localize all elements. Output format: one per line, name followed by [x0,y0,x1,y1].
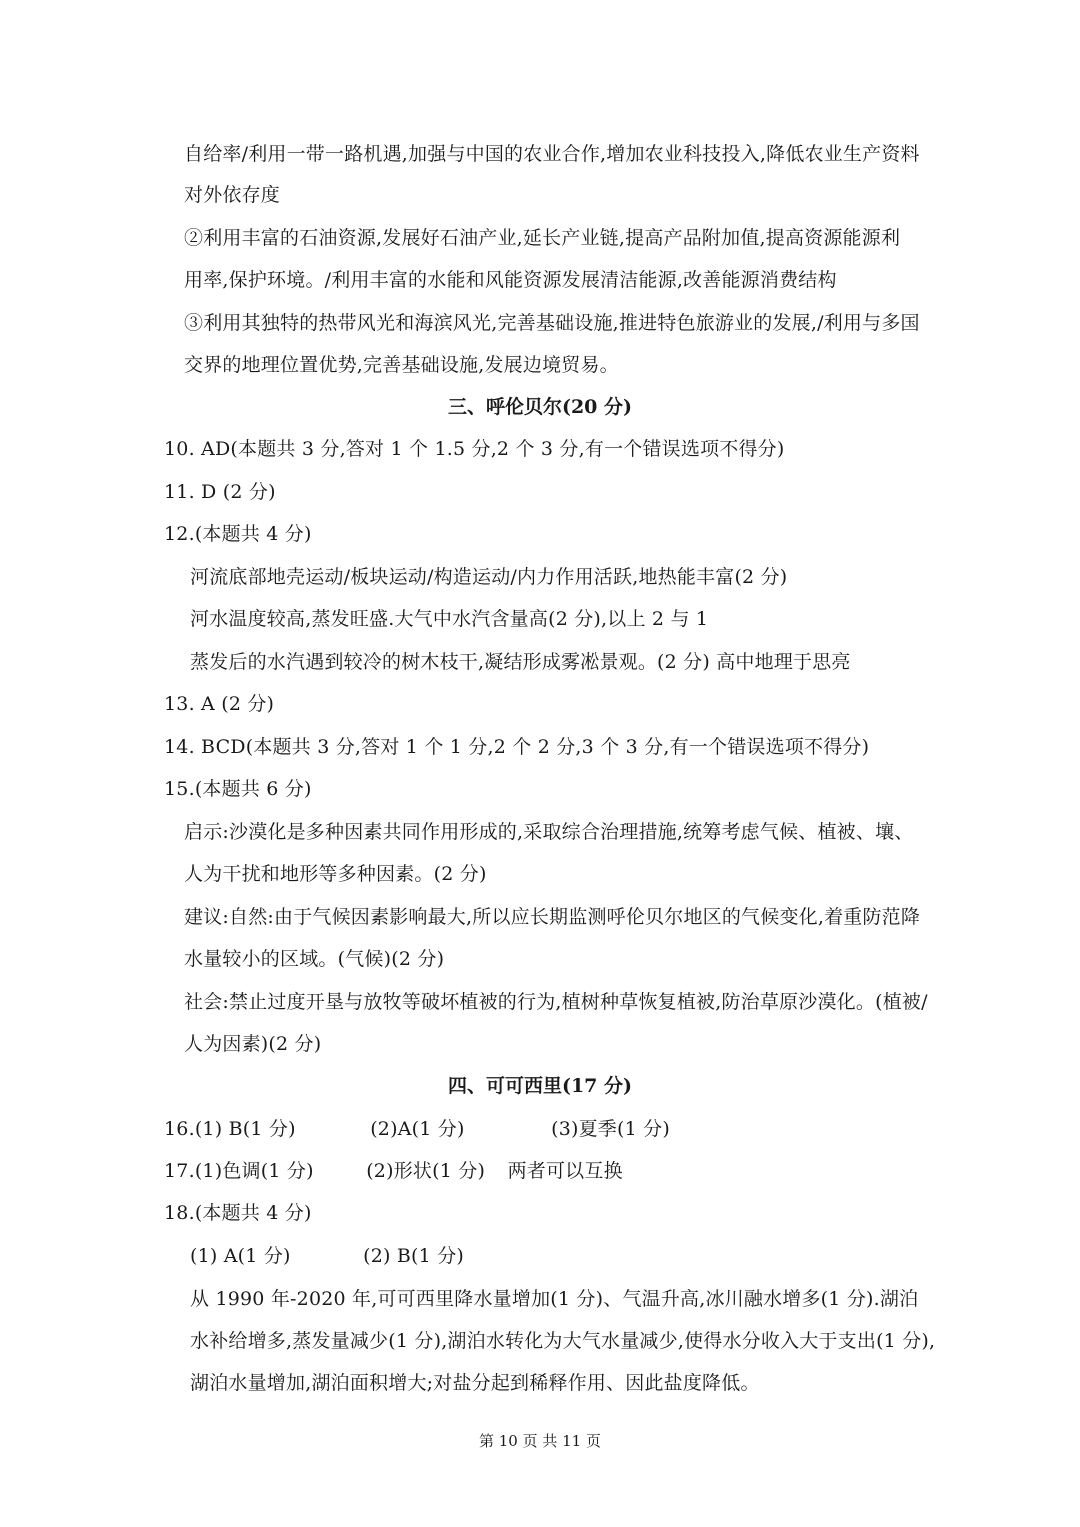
answer-line: 用率,保护环境。/利用丰富的水能和风能资源发展清洁能源,改善能源消费结构 [184,269,837,291]
answer-line: 水补给增多,蒸发量减少(1 分),湖泊水转化为大气水量减少,使得水分收入大于支出(1 分), [190,1330,936,1352]
answer-line: 人为因素)(2 分) [184,1033,322,1055]
answer-line: 建议:自然:由于气候因素影响最大,所以应长期监测呼伦贝尔地区的气候变化,着重防范降 [184,906,921,928]
question-13: 13. A (2 分) [164,693,275,715]
question-18-sub [190,1244,464,1268]
question-16 [164,1117,670,1141]
answer-line: 对外依存度 [184,184,281,206]
question-12: 12.(本题共 4 分) [164,523,312,545]
q18-part2: (2) B(1 分) [363,1245,465,1267]
answer-line: 水量较小的区域。(气候)(2 分) [184,948,445,970]
q17-note: 两者可以互换 [507,1160,623,1182]
question-17 [164,1159,623,1183]
answer-line: ②利用丰富的石油资源,发展好石油产业,延长产业链,提高产品附加值,提高资源能源利 [184,227,901,249]
answer-line: 从 1990 年-2020 年,可可西里降水量增加(1 分)、气温升高,冰川融水增多(1 分).湖泊 [190,1288,919,1310]
q18-part1: (1) A(1 分) [190,1245,291,1267]
q16-part3: (3)夏季(1 分) [551,1118,670,1140]
answer-line: 湖泊水量增加,湖泊面积增大;对盐分起到稀释作用、因此盐度降低。 [190,1372,760,1394]
answer-line: 交界的地理位置优势,完善基础设施,发展边境贸易。 [184,354,619,376]
section-heading-4: 四、可可西里(17 分) [447,1075,633,1097]
answer-line: 人为干扰和地形等多种因素。(2 分) [184,863,487,885]
section-heading-3: 三、呼伦贝尔(20 分) [447,396,633,418]
q17-part2: (2)形状(1 分) [366,1160,486,1182]
q17-part1: 17.(1)色调(1 分) [164,1160,314,1182]
answer-line: 蒸发后的水汽遇到较冷的树木枝干,凝结形成雾凇景观。(2 分) 高中地理于思亮 [190,651,851,673]
question-14: 14. BCD(本题共 3 分,答对 1 个 1 分,2 个 2 分,3 个 3 分,有一个错误选项不得分) [164,736,870,758]
answer-line: 河流底部地壳运动/板块运动/构造运动/内力作用活跃,地热能丰富(2 分) [190,566,788,588]
answer-line: 社会:禁止过度开垦与放牧等破坏植被的行为,植树种草恢复植被,防治草原沙漠化。(植被/ [184,991,928,1013]
question-18: 18.(本题共 4 分) [164,1202,312,1224]
answer-line: ③利用其独特的热带风光和海滨风光,完善基础设施,推进特色旅游业的发展,/利用与多国 [184,312,920,334]
q16-part2: (2)A(1 分) [370,1118,465,1140]
answer-line: 启示:沙漠化是多种因素共同作用形成的,采取综合治理措施,统筹考虑气候、植被、壤、 [184,821,914,843]
answer-line: 自给率/利用一带一路机遇,加强与中国的农业合作,增加农业科技投入,降低农业生产资料 [184,143,920,165]
page-number: 第 10 页 共 11 页 [478,1432,601,1450]
q16-part1: 16.(1) B(1 分) [164,1118,296,1140]
question-11: 11. D (2 分) [164,481,276,503]
answer-line: 河水温度较高,蒸发旺盛.大气中水汽含量高(2 分),以上 2 与 1 [190,608,709,630]
question-10: 10. AD(本题共 3 分,答对 1 个 1.5 分,2 个 3 分,有一个错误选项不得分) [164,438,785,460]
question-15: 15.(本题共 6 分) [164,778,312,800]
